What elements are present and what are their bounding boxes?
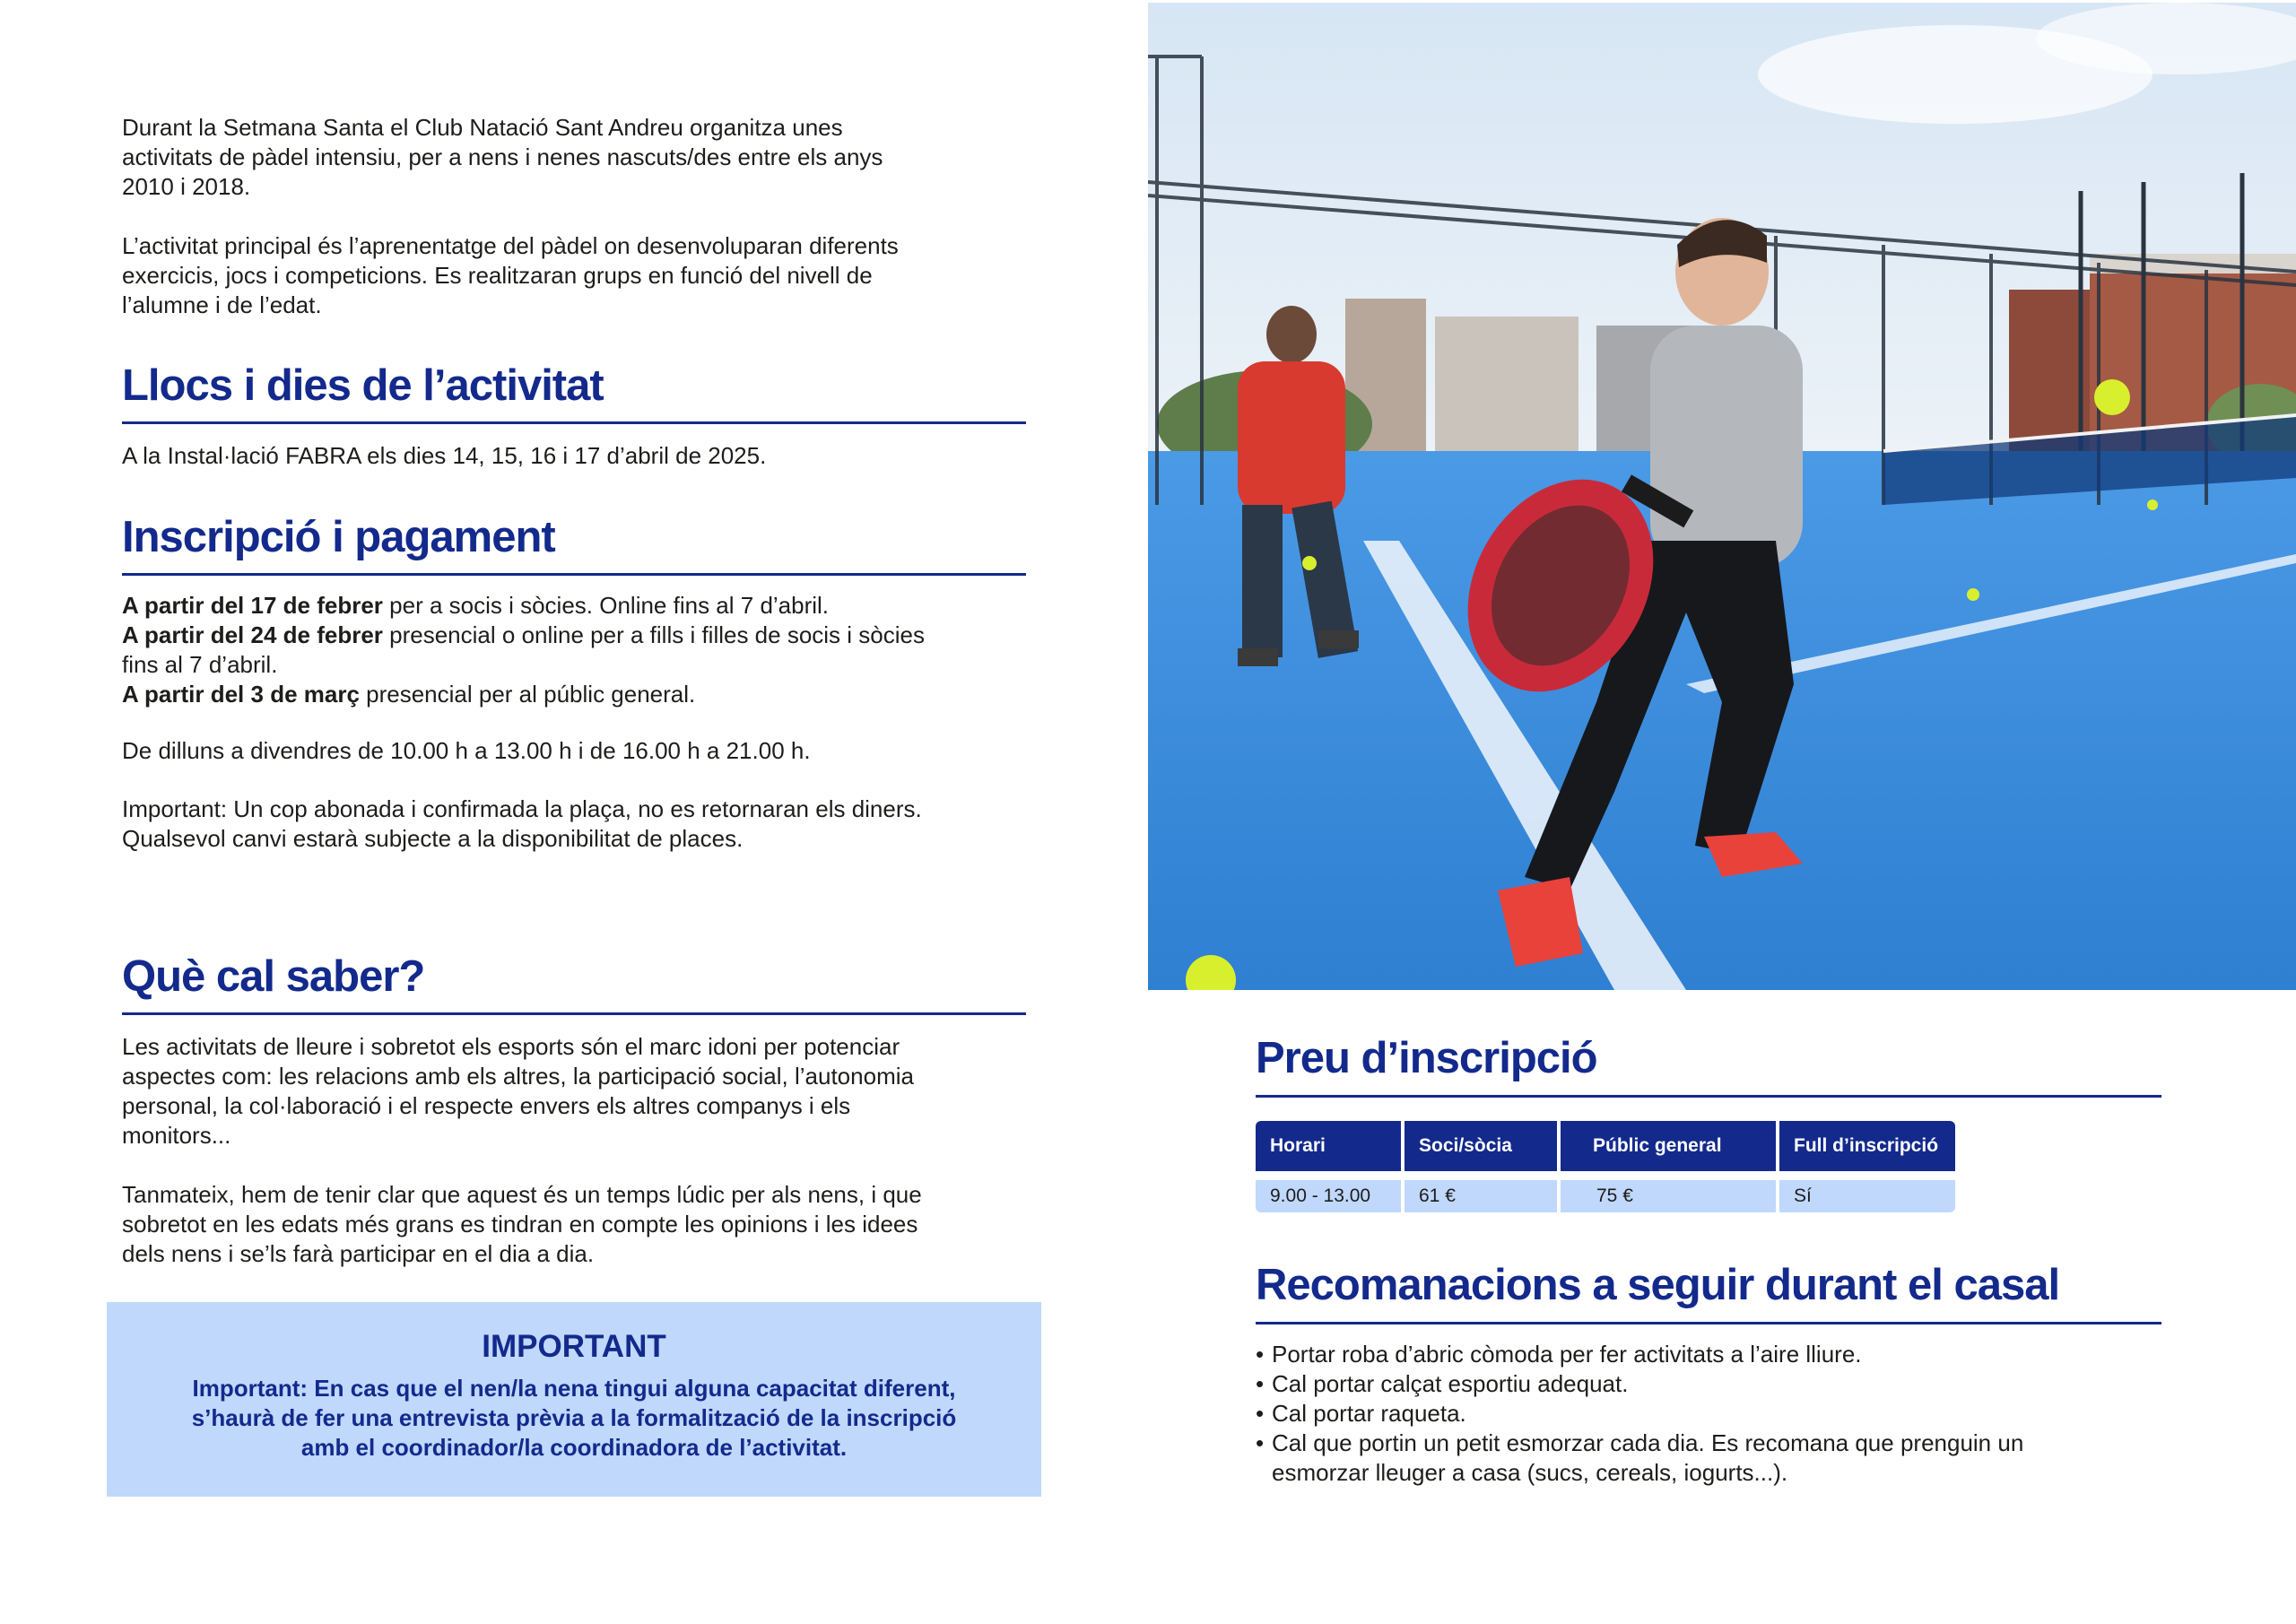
divider-preu (1256, 1095, 2161, 1098)
table-header-soci: Soci/sòcia (1405, 1121, 1557, 1171)
heading-recomanacions: Recomanacions a seguir durant el casal (1256, 1261, 2060, 1309)
heading-llocs: Llocs i dies de l’activitat (122, 361, 604, 410)
important-box (107, 1302, 1041, 1497)
table-cell-full: Sí (1779, 1180, 1955, 1212)
list-item: • Cal que portin un petit esmorzar cada dia. Es recomana que prenguin un esmorzar lleuger a casa (sucs, cereals, iogurts...). (1256, 1429, 2170, 1488)
intro-paragraph-2: L’activitat principal és l’aprenentatge del pàdel on desenvoluparan diferents exercicis, jocs i competicions. Es realitzaran grups en funció del nivell de l’alumne i de l’edat. (122, 232, 899, 318)
saber-section (122, 1032, 1046, 1269)
divider-recomanacions (1256, 1322, 2161, 1324)
inscripcio-horari: De dilluns a divendres de 10.00 h a 13.00 h i de 16.00 h a 21.00 h. (122, 737, 811, 764)
inscripcio-dates: A partir del 17 de febrer per a socis i sòcies. Online fins al 7 d’abril. A partir del 24 de febrer presencial o online per a fills i filles de socis i sòcies fins al 7 d’abril. A partir del 3 de març presencial per al públic general. (122, 592, 925, 708)
heading-inscripcio: Inscripció i pagament (122, 513, 555, 561)
saber-paragraph-2: Tanmateix, hem de tenir clar que aquest és un temps lúdic per als nens, i que sobretot en les edats més grans es tindran en compte les opinions i les idees dels nens i se’ls farà participar en el dia a dia. (122, 1181, 922, 1267)
divider-inscripcio (122, 573, 1026, 576)
recommendations-list (1256, 1340, 2170, 1488)
important-title: IMPORTANT (482, 1329, 666, 1364)
table-header-full: Full d’inscripció (1779, 1121, 1955, 1171)
inscripcio-important: Important: Un cop abonada i confirmada la plaça, no es retornaran els diners. Qualsevol canvi estarà subjecte a la disponibilitat de places. (122, 795, 922, 852)
table-cell-horari: 9.00 - 13.00 (1256, 1180, 1401, 1212)
table-cell-soci: 61 € (1405, 1180, 1557, 1212)
heading-preu: Preu d’inscripció (1256, 1034, 1597, 1082)
intro-section (122, 113, 1046, 320)
divider-saber (122, 1012, 1026, 1015)
padel-photo (1148, 3, 2296, 990)
table-header-horari: Horari (1256, 1121, 1401, 1171)
list-item: • Cal portar raqueta. (1256, 1399, 2170, 1429)
saber-paragraph-1: Les activitats de lleure i sobretot els esports són el marc idoni per potenciar aspectes com: les relacions amb els altres, la participació social, l’autonomia personal, la col·laboració i el respecte envers els altres companys i els monitors... (122, 1033, 914, 1149)
table-cell-public: 75 € (1561, 1180, 1776, 1212)
important-text: Important: En cas que el nen/la nena tingui alguna capacitat diferent, s’haurà de fer una entrevista prèvia a la formalització de la inscripció amb el coordinador/la coordinadora de l’activitat. (191, 1375, 957, 1461)
llocs-text: A la Instal·lació FABRA els dies 14, 15, 16 i 17 d’abril de 2025. (122, 442, 767, 469)
intro-paragraph-1: Durant la Setmana Santa el Club Natació Sant Andreu organitza unes activitats de pàdel intensiu, per a nens i nenes nascuts/des entre els anys 2010 i 2018. (122, 114, 883, 200)
heading-saber: Què cal saber? (122, 952, 425, 1001)
table-header-public: Públic general (1561, 1121, 1776, 1171)
padel-photo-illustration (1148, 3, 2296, 990)
list-item: • Cal portar calçat esportiu adequat. (1256, 1369, 2170, 1399)
divider-llocs (122, 421, 1026, 424)
inscripcio-section (122, 591, 1046, 854)
list-item: • Portar roba d’abric còmoda per fer activitats a l’aire lliure. (1256, 1340, 2170, 1369)
